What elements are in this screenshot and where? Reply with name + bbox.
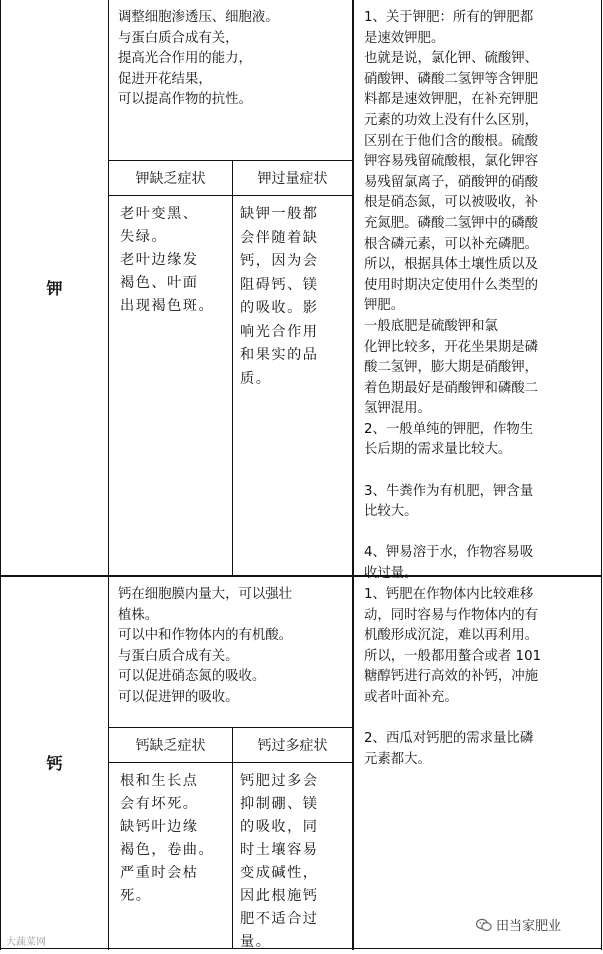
calcium-deficiency-header: 钙缺乏症状 — [135, 738, 206, 754]
potassium-notes: 1、关于钾肥：所有的钾肥都 是速效钾肥。 也就是说，氯化钾、硫酸钾、 硝酸钾、磷酸二氢钾等含钾肥 料都是速效钾肥，在补充钾肥 元素的功效上没有什么区别， 区别在于他们含的酸根。硫酸 钾容易残留硫酸根，氯化钾容 易残留氯离子，硝酸钾的硝酸 根是硝态氮，可以被吸收，补 充氮肥。磷酸二氢钾中的磷酸 根含磷元素，可以补充磷肥。 所以，根据具体土壤性质以及 使用时期决定使用什么类型的 钾肥。 一般底肥是硫酸钾和氯 化钾比较多，开花坐果期是磷 酸二氢钾，膨大期是硝酸钾， 着色期最好是硝酸钾和磷酸二 氢钾混用。 2、一般单纯的钾肥，作物生 长后期的需求量比较大。 3、牛粪作为有机肥，钾含量 比较大。 4、钾易溶于水，作物容易吸 收过量。 — [364, 10, 539, 582]
calcium-deficiency-symptoms: 根和生长点 会有坏死。 缺钙叶边缘 褐色，卷曲。 严重时会枯 死。 — [120, 773, 215, 904]
corner-watermark: 大蔬菜网 — [6, 937, 46, 948]
ca-header-bottom — [109, 762, 352, 763]
brand-watermark-text: 田当家肥业 — [496, 919, 562, 934]
border-col1 — [108, 0, 109, 950]
k-symptom-split — [232, 160, 233, 575]
potassium-functions: 调整细胞渗透压、细胞液。 与蛋白质合成有关， 提高光合作用的能力， 促进开花结果， 可以提高作物的抗性。 — [118, 10, 279, 108]
calcium-notes: 1、钙肥在作物体内比较难移 动，同时容易与作物体内的有 机酸形成沉淀，难以再利用。 所以，一般都用螯合或者 101 糖醇钙进行高效的补钙，冲施 或者叶面补充。 2、西瓜对钙肥的需求量比磷 元素都大。 — [364, 587, 542, 767]
potassium-excess-header: 钾过量症状 — [257, 171, 328, 187]
element-label-calcium: 钙 — [46, 754, 63, 773]
calcium-excess-symptoms: 钙肥过多会 抑制硼、镁 的吸收，同 时土壤容易 变成碱性， 因此根施钙 肥不适合过 量。 — [240, 773, 319, 950]
border-col2 — [352, 0, 354, 950]
brand-watermark — [476, 915, 561, 934]
border-right — [601, 0, 602, 950]
element-label-potassium: 钾 — [46, 279, 63, 298]
wechat-icon — [476, 918, 492, 932]
potassium-deficiency-symptoms: 老叶变黑、 失绿。 老叶边缘发 褐色、叶面 出现褐色斑。 — [120, 206, 215, 314]
potassium-excess-symptoms: 缺钾一般都 会伴随着缺 钙，因为会 阻碍钙、镁 的吸收。影 响光合作用 和果实的品 质。 — [240, 206, 319, 387]
calcium-excess-header: 钙过多症状 — [257, 738, 328, 754]
k-header-bottom — [109, 195, 352, 196]
potassium-deficiency-header: 钾缺乏症状 — [135, 171, 206, 187]
calcium-functions: 钙在细胞膜内量大，可以强壮 植株。 可以中和作物体内的有机酸。 与蛋白质合成有关。 可以促进硝态氮的吸收。 可以促进钾的吸收。 — [118, 587, 293, 705]
